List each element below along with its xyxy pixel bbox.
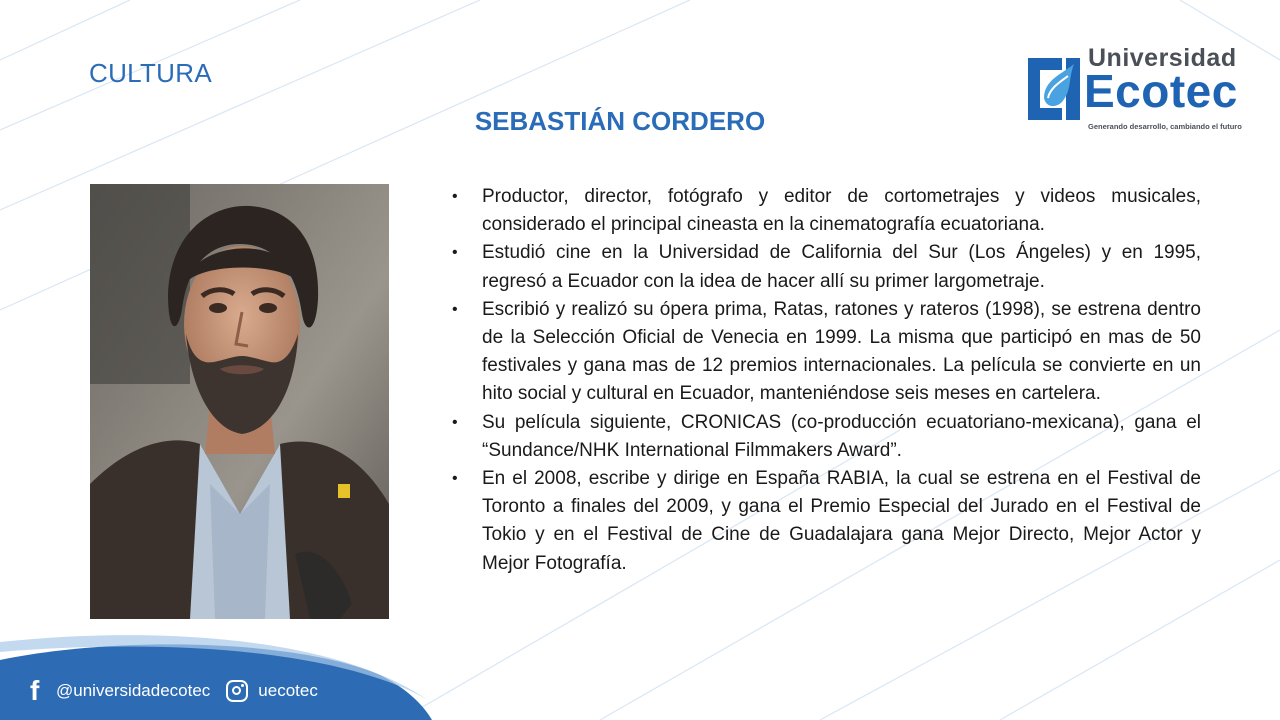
university-logo bbox=[1022, 44, 1247, 140]
bullet-marker: • bbox=[452, 300, 458, 318]
logo-line2: Ecotec bbox=[1084, 65, 1238, 117]
facebook-icon[interactable]: f bbox=[30, 675, 40, 706]
bullet-marker: • bbox=[452, 244, 458, 262]
logo-tagline: Generando desarrollo, cambiando el futuro bbox=[1088, 122, 1242, 131]
bullet-marker: • bbox=[452, 413, 458, 431]
instagram-handle[interactable]: uecotec bbox=[258, 681, 318, 700]
bullet-item bbox=[452, 409, 1201, 465]
logo-line1: Universidad bbox=[1088, 44, 1237, 72]
section-label: CULTURA bbox=[89, 58, 212, 88]
facebook-handle[interactable]: @universidadecotec bbox=[56, 681, 211, 700]
logo-mark-icon bbox=[1022, 52, 1084, 124]
slide-title: SEBASTIÁN CORDERO bbox=[474, 106, 766, 136]
bullet-item bbox=[452, 465, 1201, 578]
portrait-illustration bbox=[90, 184, 389, 619]
bullet-text: Productor, director, fotógrafo y editor de cortometrajes y videos musicales, considerado el principal cineasta en la cinematografía ecuatoriana. bbox=[482, 186, 1201, 236]
portrait-photo bbox=[90, 184, 389, 619]
bullet-marker: • bbox=[452, 470, 458, 488]
bullet-marker: • bbox=[452, 188, 458, 205]
bullet-item bbox=[452, 183, 1201, 239]
bullet-text: En el 2008, escribe y dirige en España RABIA, la cual se estrena en el Festival de Toronto a finales del 2009, y gana el Premio Especial del Jurado en el Festival de Tokio y en el Festival de Cine de Guadalajara gana Mejor Directo, Mejor Actor y Mejor Fotografía. bbox=[482, 468, 1201, 574]
social-links bbox=[30, 676, 318, 706]
bullet-text: Escribió y realizó su ópera prima, Ratas, ratones y rateros (1998), se estrena dentro de la Selección Oficial de Venecia en 1999. La misma que participó en mas de 50 festivales y gana mas de 12 premios internacionales. La película se convierte en un hito social y cultural en Ecuador, manteniéndose seis meses en cartelera. bbox=[482, 298, 1201, 405]
bullet-text: Su película siguiente, CRONICAS (co-producción ecuatoriano-mexicana), gana el “Sundance/NHK International Filmmakers Award”. bbox=[482, 411, 1201, 461]
bullet-list bbox=[452, 183, 1201, 578]
bullet-item bbox=[452, 296, 1201, 409]
bullet-item bbox=[452, 239, 1201, 295]
bullet-text: Estudió cine en la Universidad de California del Sur (Los Ángeles) y en 1995, regresó a Ecuador con la idea de hacer allí su primer largometraje. bbox=[482, 242, 1201, 292]
instagram-icon[interactable] bbox=[226, 680, 248, 702]
